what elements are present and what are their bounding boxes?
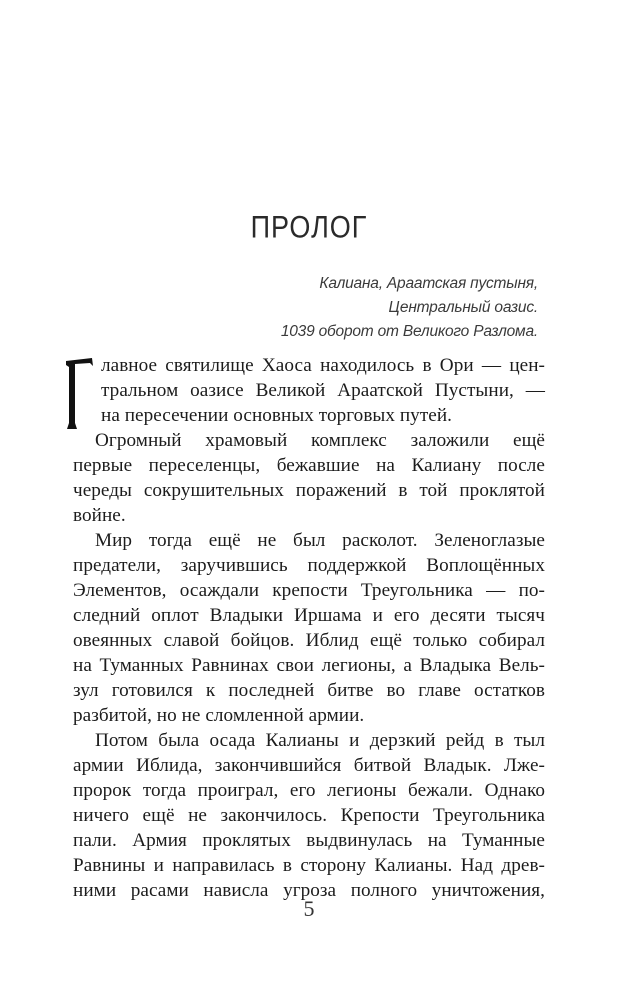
text-line: Потом была осада Калианы и дерзкий рейд в тыл <box>95 730 545 751</box>
epigraph-line: Калиана, Араатская пустыня, <box>319 275 538 292</box>
text-line: зул готовился к последней битве во главе остатков <box>73 680 545 701</box>
text-line: армии Иблида, закончившийся битвой Владык. Лже- <box>73 755 545 776</box>
epigraph-line: Центральный оазис. <box>388 299 538 316</box>
text-line: Огромный храмовый комплекс заложили ещё <box>95 430 545 451</box>
text-line: разбитой, но не сломленной армии. <box>73 705 365 726</box>
text-line: первые переселенцы, бежавшие на Калиану после <box>73 455 545 476</box>
text-line: пали. Армия проклятых выдвинулась на Туманные <box>73 830 545 851</box>
text-line: Элементов, осаждали крепости Треугольника — по- <box>73 580 545 601</box>
epigraph-line: 1039 оборот от Великого Разлома. <box>280 323 538 340</box>
paragraph <box>73 353 545 428</box>
text-line: Мир тогда ещё не был расколот. Зеленоглазые <box>95 530 545 551</box>
text-line: войне. <box>73 505 126 526</box>
page-number: 5 <box>303 896 315 921</box>
chapter-title: ПРОЛОГ <box>250 209 368 245</box>
paragraph <box>73 528 545 728</box>
text-line: пророк тогда проиграл, его легионы бежали. Однако <box>73 780 545 801</box>
dropcap-letter <box>64 357 94 430</box>
text-line: тральном оазисе Великой Араатской Пустыни, — <box>101 380 545 401</box>
paragraph <box>73 428 545 528</box>
text-line: ничего ещё не закончилось. Крепости Треугольника <box>73 805 545 826</box>
text-line: Равнины и направилась в сторону Калианы. Над древ- <box>73 855 545 876</box>
paragraph <box>73 728 545 903</box>
text-line: на пересечении основных торговых путей. <box>101 405 452 426</box>
text-line: на Туманных Равнинах свои легионы, а Владыка Вель- <box>73 655 545 676</box>
body-text <box>73 353 545 903</box>
text-line: следний оплот Владыки Иршама и его десяти тысяч <box>73 605 545 626</box>
text-line: череды сокрушительных поражений в той проклятой <box>73 480 545 501</box>
text-line: овеянных славой бойцов. Иблид ещё только собирал <box>73 630 545 651</box>
epigraph <box>138 272 538 344</box>
text-line: ними расами нависла угроза полного уничтожения, <box>73 880 545 901</box>
text-line: предатели, заручившись поддержкой Воплощённых <box>73 555 545 576</box>
text-line: лавное святилище Хаоса находилось в Ори — цен- <box>101 355 545 376</box>
